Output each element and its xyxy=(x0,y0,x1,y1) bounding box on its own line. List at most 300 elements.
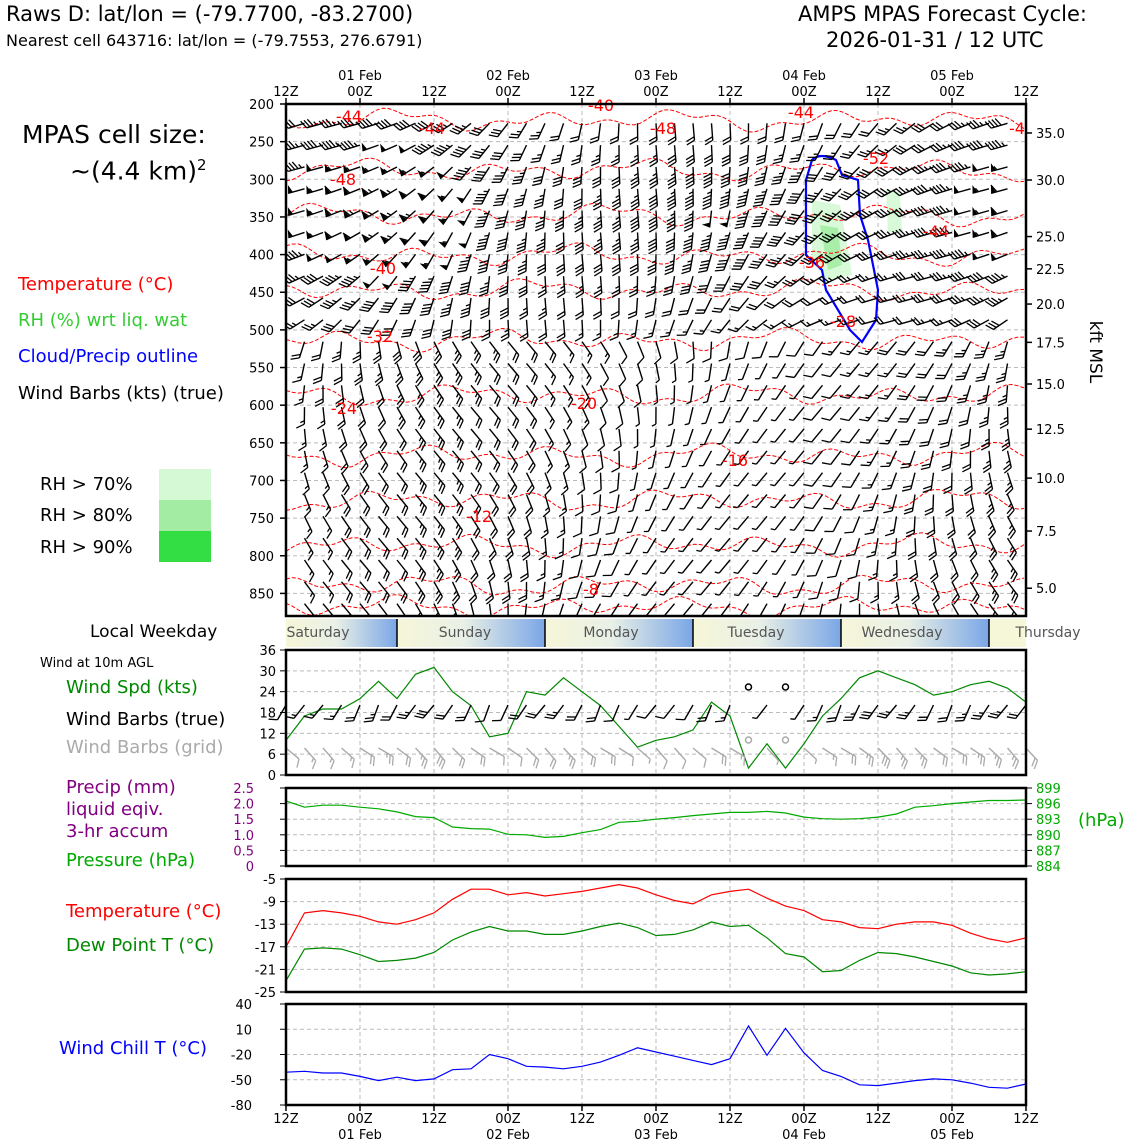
surface-wind-barb xyxy=(1007,700,1026,722)
barb-full xyxy=(804,351,813,359)
wind-barb xyxy=(952,203,970,215)
wind-barb xyxy=(823,490,841,512)
barb-staff xyxy=(342,748,355,759)
surface-wind-barb xyxy=(843,701,859,723)
wind-barb xyxy=(904,493,915,515)
wind-barb xyxy=(996,362,1008,384)
wind-barb xyxy=(586,557,601,579)
barb-half xyxy=(662,508,666,512)
wind-barb xyxy=(378,160,397,175)
barb-staff xyxy=(582,748,596,758)
wind-barb xyxy=(593,298,602,319)
wind-barb xyxy=(611,167,620,188)
wind-barb xyxy=(304,203,323,216)
wind-barb xyxy=(1001,582,1020,604)
barb-full xyxy=(862,485,871,492)
wind-barb xyxy=(767,228,786,250)
wind-barb xyxy=(805,512,823,534)
wind-barb xyxy=(878,403,896,425)
wind-barb xyxy=(606,514,619,536)
barb-staff xyxy=(508,516,515,532)
wind-barb xyxy=(982,560,1000,582)
wind-barb xyxy=(1000,429,1011,451)
bottom-time-label: 00Z xyxy=(495,1112,521,1127)
barb-half xyxy=(624,573,628,577)
barb-full xyxy=(580,445,589,451)
barb-staff xyxy=(636,451,638,468)
wind-barb xyxy=(911,312,933,326)
temp-ytick-label: -5 xyxy=(263,873,276,888)
barb-staff xyxy=(508,407,519,420)
wind-barb xyxy=(335,516,354,538)
barb-staff xyxy=(741,385,748,400)
barb-full xyxy=(882,486,891,493)
wind-barb xyxy=(379,226,397,243)
wind-barb xyxy=(320,292,341,311)
wind-barb xyxy=(829,580,841,602)
temperature-label: -32 xyxy=(366,327,394,346)
wind-barb xyxy=(611,211,621,233)
barb-half xyxy=(650,445,654,447)
barb-staff xyxy=(1008,494,1015,510)
model-title: AMPS MPAS Forecast Cycle: xyxy=(798,2,1087,26)
wind-barb xyxy=(926,516,935,537)
barb-staff xyxy=(775,407,785,421)
barb-staff xyxy=(926,385,934,400)
wind-barb xyxy=(667,211,675,232)
wind-barb xyxy=(859,380,878,401)
wind-barb xyxy=(786,185,804,207)
wind-barb xyxy=(483,363,502,384)
barb-staff xyxy=(508,473,517,488)
wind-barb xyxy=(428,451,448,472)
wind-barb xyxy=(611,276,620,297)
barb-full xyxy=(804,504,813,512)
barb-half xyxy=(791,573,795,577)
wind-barb xyxy=(529,120,545,142)
barb-full xyxy=(593,490,601,494)
wind-barb xyxy=(696,557,711,574)
wind-barb xyxy=(446,429,466,450)
barb-staff xyxy=(490,748,505,757)
top-time-label: 12Z xyxy=(273,85,299,100)
wind-barb xyxy=(352,342,361,363)
barb-staff xyxy=(872,494,878,510)
wind-barb xyxy=(738,166,749,188)
barb-full xyxy=(549,377,558,385)
grid-wind-barb xyxy=(539,748,559,769)
barb-staff xyxy=(766,123,767,140)
barb-staff xyxy=(812,429,823,442)
wind-barb xyxy=(794,602,804,621)
kft-tick-label: 7.5 xyxy=(1036,525,1057,541)
wind-barb xyxy=(770,426,785,443)
wind-barb xyxy=(519,560,529,582)
barb-staff xyxy=(471,407,482,420)
barb-staff xyxy=(527,407,537,421)
windchill-ytick-label: -50 xyxy=(230,1073,252,1089)
wind-barb xyxy=(770,448,785,465)
wind-barb xyxy=(537,560,545,581)
wind-barb xyxy=(465,473,484,495)
wind-barb xyxy=(821,183,841,204)
barb-staff xyxy=(453,582,460,597)
temperature-contour xyxy=(286,533,1024,558)
barb-full xyxy=(418,288,427,295)
wind-barb xyxy=(970,159,989,171)
barb-staff xyxy=(619,748,633,757)
barb-full xyxy=(547,444,556,451)
barb-staff xyxy=(813,342,823,356)
barb-staff xyxy=(706,407,712,423)
barb-staff xyxy=(794,385,804,399)
wind-barb xyxy=(641,579,656,597)
wind-barb xyxy=(535,581,545,603)
barb-staff xyxy=(758,582,767,596)
barb-half xyxy=(697,506,701,510)
wind-barb xyxy=(753,405,767,423)
barb-half xyxy=(771,550,775,554)
wind-barb xyxy=(610,123,619,144)
barb-staff xyxy=(652,320,656,337)
barb-flag xyxy=(360,142,367,151)
barb-staff xyxy=(831,473,841,487)
wind-barb xyxy=(352,363,363,385)
wind-barb xyxy=(989,203,1008,216)
barb-staff xyxy=(925,363,934,377)
barb-staff xyxy=(653,451,656,468)
barb-staff xyxy=(490,538,497,554)
barb-staff xyxy=(545,363,556,376)
wind-barb xyxy=(624,558,637,576)
windchill-ytick-label: 40 xyxy=(235,998,252,1013)
grid-wind-barb xyxy=(466,748,488,767)
wind-barb xyxy=(752,448,767,465)
grid-wind-barb xyxy=(356,748,378,766)
barb-half xyxy=(681,486,685,490)
wind-barb xyxy=(379,204,397,221)
barb-full xyxy=(489,554,498,561)
barb-staff xyxy=(379,473,389,487)
wind-barb xyxy=(391,582,410,604)
wind-barb xyxy=(611,232,621,254)
barb-full xyxy=(819,318,825,327)
barb-staff xyxy=(759,232,767,247)
barb-staff xyxy=(687,298,693,314)
barb-staff xyxy=(558,123,563,139)
wind-barb xyxy=(611,407,623,429)
wind-barb xyxy=(537,516,549,538)
barb-staff xyxy=(719,560,730,573)
wind-barb xyxy=(574,254,584,276)
barb-half xyxy=(771,527,775,531)
barb-staff xyxy=(830,429,841,442)
barb-staff xyxy=(757,429,767,443)
barb-full xyxy=(617,401,626,407)
barb-half xyxy=(642,572,646,576)
wind-barb xyxy=(701,406,711,425)
barb-staff xyxy=(508,748,522,758)
barb-staff xyxy=(508,429,518,443)
barb-flag xyxy=(952,206,959,215)
barb-half xyxy=(679,528,683,532)
barb-staff xyxy=(912,494,915,511)
wind-barb xyxy=(734,579,748,597)
wind-barb xyxy=(537,538,547,560)
wind-barb xyxy=(539,363,558,384)
wind-barb xyxy=(446,538,464,560)
wind-barb xyxy=(298,538,315,560)
barb-staff xyxy=(397,748,411,758)
barb-full xyxy=(620,357,629,364)
wind-barb xyxy=(789,142,804,164)
station-title: Raws D: lat/lon = (-79.7700, -83.2700) xyxy=(6,2,414,26)
wind-barb xyxy=(840,380,860,401)
wind-barb xyxy=(807,557,823,579)
wind-ytick-label: 18 xyxy=(259,706,276,722)
wind-barb xyxy=(918,404,934,426)
wind-barb xyxy=(428,538,447,560)
barb-full xyxy=(562,467,571,474)
grid-wind-barb xyxy=(317,748,337,769)
wind-barb xyxy=(753,558,767,576)
wind-barb xyxy=(502,385,522,406)
barb-staff xyxy=(719,320,730,333)
wind-barb xyxy=(334,451,350,473)
precip-ytick-label: 1.5 xyxy=(233,813,254,829)
barb-half xyxy=(661,529,665,533)
wind-barb xyxy=(897,381,915,403)
barb-staff xyxy=(582,494,583,511)
wind-barb xyxy=(981,473,993,495)
bottom-date-label: 01 Feb xyxy=(338,1128,382,1140)
wind-barb xyxy=(446,516,465,538)
wind-barb xyxy=(643,318,656,340)
barb-staff xyxy=(379,494,389,507)
barb-half xyxy=(752,527,756,531)
barb-staff xyxy=(701,560,712,573)
wind-barb xyxy=(556,494,567,516)
barb-half xyxy=(752,716,756,720)
surface-wind-barb xyxy=(859,700,878,722)
wind-barb xyxy=(473,185,490,207)
barb-staff xyxy=(490,429,501,442)
barb-full xyxy=(578,467,587,473)
barb-full xyxy=(600,401,609,408)
wind-barb xyxy=(446,451,466,472)
barb-staff xyxy=(894,516,897,533)
legend-rh80: RH > 80% xyxy=(40,505,133,526)
wind-barb xyxy=(960,428,970,450)
barb-half xyxy=(715,505,719,509)
wind-barb xyxy=(334,473,351,495)
barb-full xyxy=(455,717,464,724)
barb-full xyxy=(317,424,325,429)
barb-full xyxy=(296,424,304,428)
barb-staff xyxy=(545,451,552,466)
barb-half xyxy=(626,552,630,556)
barb-staff xyxy=(839,604,841,621)
temperature-label: -44 xyxy=(335,107,363,126)
wind-barb xyxy=(335,538,354,560)
barb-staff xyxy=(868,705,878,719)
barb-staff xyxy=(508,363,519,376)
wind-barb xyxy=(994,339,1007,361)
wind-barb xyxy=(360,182,379,197)
wind-barb xyxy=(556,429,572,451)
barb-full xyxy=(807,572,816,579)
wind-barb xyxy=(963,516,977,538)
wind-barb xyxy=(446,342,464,364)
barb-full xyxy=(635,380,644,386)
barb-staff xyxy=(462,189,471,203)
barb-staff xyxy=(397,385,404,400)
wind-barb xyxy=(587,536,600,558)
barb-staff xyxy=(897,604,901,621)
barb-staff xyxy=(553,705,563,719)
pressure-ytick-label: 893 xyxy=(1036,813,1061,829)
wind-barb xyxy=(989,181,1008,193)
surface-wind-barb xyxy=(752,703,767,720)
wind-barb xyxy=(789,383,804,401)
kft-tick-label: 20.0 xyxy=(1036,298,1065,314)
wind-barb xyxy=(334,363,342,384)
surface-wind-barb xyxy=(988,700,1008,721)
wind-barb xyxy=(771,405,786,423)
kft-tick-label: 22.5 xyxy=(1036,262,1065,278)
wind-barb xyxy=(753,580,767,598)
wind-barb xyxy=(703,188,712,209)
barb-full xyxy=(298,446,306,451)
barb-staff xyxy=(323,538,333,552)
barb-staff xyxy=(664,705,675,718)
wind-barb xyxy=(944,494,954,516)
barb-staff xyxy=(945,385,952,401)
wind-barb xyxy=(986,313,1008,331)
wind-barb xyxy=(967,291,989,307)
barb-staff xyxy=(869,429,878,443)
pressure-tick-label: 700 xyxy=(249,474,274,490)
wind-ytick-label: 30 xyxy=(259,664,276,680)
wind-barb xyxy=(399,250,415,268)
wind-barb xyxy=(353,429,369,451)
barb-staff xyxy=(379,538,390,551)
barb-half xyxy=(772,376,776,380)
barb-staff xyxy=(545,407,554,421)
wind-barb xyxy=(982,538,999,560)
wind-barb xyxy=(297,451,309,473)
wind-barb xyxy=(735,427,749,445)
barb-staff xyxy=(739,276,748,290)
barb-half xyxy=(696,570,700,574)
top-time-label: 00Z xyxy=(495,85,521,100)
pressure-label: Pressure (hPa) xyxy=(66,850,196,871)
wind-barb xyxy=(471,163,489,185)
pressure-tick-label: 450 xyxy=(249,286,274,302)
windchill-ytick-label: 10 xyxy=(235,1023,252,1039)
barb-half xyxy=(654,402,658,404)
wind-barb xyxy=(323,225,342,239)
wind-barb xyxy=(648,342,662,364)
barb-staff xyxy=(758,385,767,400)
wind-barb xyxy=(409,451,428,472)
wind-barb xyxy=(500,538,514,560)
wind-barb xyxy=(302,314,323,333)
wind-barb xyxy=(750,229,767,251)
wind-barb xyxy=(786,337,804,359)
barb-staff xyxy=(360,429,367,445)
surface-wind-barb xyxy=(434,701,452,723)
wind-barb xyxy=(483,385,503,406)
grid-wind-barb xyxy=(410,748,430,769)
wind-barb xyxy=(957,383,971,405)
barb-staff xyxy=(712,748,726,757)
barb-staff xyxy=(576,582,582,598)
barb-staff xyxy=(490,385,501,398)
wind-barb xyxy=(399,295,415,317)
wind-barb xyxy=(286,225,305,238)
wind-barb xyxy=(722,145,730,166)
wind-barb xyxy=(645,493,656,512)
wind-barb xyxy=(647,471,656,490)
wind-ytick-label: 6 xyxy=(267,748,276,764)
barb-full xyxy=(603,572,612,579)
grid-wind-barb xyxy=(890,748,910,769)
barb-full xyxy=(587,553,596,559)
wind-barb xyxy=(360,138,379,151)
wind-barb xyxy=(648,167,658,189)
wind-barb xyxy=(902,471,915,493)
barb-full xyxy=(292,378,301,384)
wind-barb xyxy=(446,385,465,407)
wind-barb xyxy=(574,211,583,232)
barb-full xyxy=(752,354,761,361)
wind-barb xyxy=(868,559,878,581)
barb-half xyxy=(645,509,649,512)
barb-staff xyxy=(724,254,730,270)
barb-staff xyxy=(467,276,471,293)
barb-staff xyxy=(757,705,767,718)
wind-barb xyxy=(391,451,410,473)
wind-barb xyxy=(877,359,896,380)
wind-barb xyxy=(538,473,553,495)
wind-barb xyxy=(823,468,841,490)
barb-staff xyxy=(832,145,841,159)
barb-full xyxy=(735,356,744,362)
barb-staff xyxy=(312,705,323,718)
barb-half xyxy=(705,380,709,383)
wind-barb xyxy=(667,145,677,167)
wind-barb xyxy=(603,557,619,579)
wind-barb xyxy=(963,538,978,560)
wind-barb xyxy=(286,181,305,193)
wind-barb xyxy=(512,164,527,186)
top-time-label: 00Z xyxy=(939,85,965,100)
barb-staff xyxy=(831,342,841,355)
surface-wind-barb xyxy=(324,701,342,723)
wind-barb xyxy=(982,516,997,538)
wind-barb xyxy=(970,225,989,238)
barb-half xyxy=(752,462,756,466)
wind-barb xyxy=(822,358,841,379)
barb-full xyxy=(395,379,404,386)
wind-barb xyxy=(574,298,584,320)
wind-barb xyxy=(489,118,508,140)
grid-wind-barb xyxy=(577,748,599,767)
wind-barb xyxy=(789,470,804,487)
barb-staff xyxy=(360,473,369,487)
barb-half xyxy=(753,419,757,423)
